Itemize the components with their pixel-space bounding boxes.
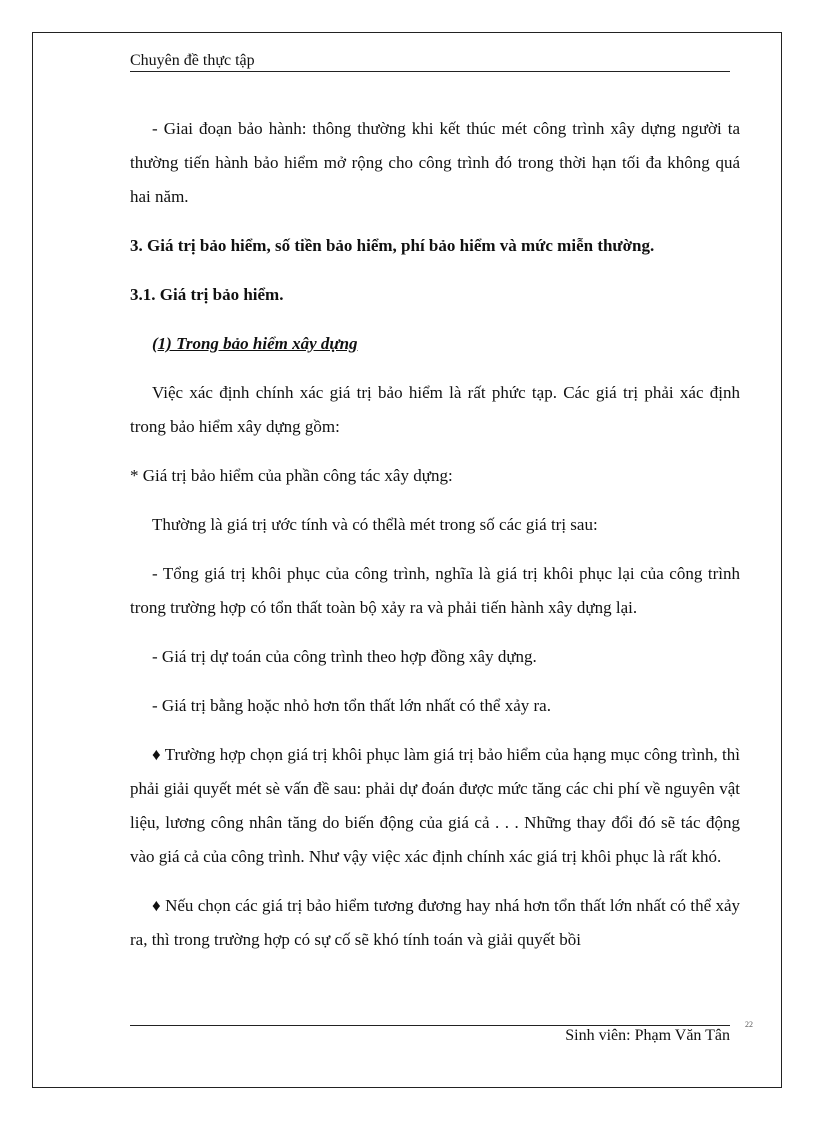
paragraph-equivalent-choice: ♦ Nếu chọn các giá trị bảo hiểm tương đương hay nhá hơn tổn thất lớn nhất có thể xảy ra, thì trong trường hợp có sự cố sẽ khó tính toán và giải quyết bồi	[130, 896, 740, 949]
paragraph-estimated-value: Thường là giá trị ước tính và có thểlà mét trong số các giá trị sau:	[152, 515, 598, 534]
header-rule	[130, 71, 730, 72]
footer-rule	[130, 1025, 730, 1026]
paragraph-estimate-value: - Giá trị dự toán của công trình theo hợp đồng xây dựng.	[152, 647, 537, 666]
document-body	[130, 112, 740, 957]
paragraph-restoration-choice: ♦ Trường hợp chọn giá trị khôi phục làm giá trị bảo hiểm của hạng mục công trình, thì phải giải quyết mét sè vấn đề sau: phải dự đoán được mức tăng các chi phí về nguyên vật liệu, lương công nhân tăng do biến động của giá cả . . . Những thay đổi đó sẽ tác động vào giá cả của công trình. Như vậy việc xác định chính xác giá trị khôi phục là rất khó.	[130, 745, 740, 866]
paragraph-max-loss-value: - Giá trị bằng hoặc nhỏ hơn tổn thất lớn nhất có thể xảy ra.	[152, 696, 551, 715]
paragraph-warranty-period: - Giai đoạn bảo hành: thông thường khi kết thúc mét công trình xây dựng người ta thường tiến hành bảo hiểm mở rộng cho công trình đó trong thời hạn tối đa không quá hai năm.	[130, 119, 740, 206]
header-title: Chuyên đề thực tập	[130, 52, 255, 69]
subheading-construction-insurance: (1) Trong bảo hiểm xây dựng	[152, 334, 358, 353]
subheading-wrapper	[130, 327, 740, 361]
footer-author: Sinh viên: Phạm Văn Tân	[565, 1027, 730, 1044]
section-heading-3-1: 3.1. Giá trị bảo hiểm.	[130, 285, 284, 304]
paragraph-insured-value-intro: Việc xác định chính xác giá trị bảo hiểm là rất phức tạp. Các giá trị phải xác định trong bảo hiểm xây dựng gồm:	[130, 383, 740, 436]
paragraph-restoration-value: - Tổng giá trị khôi phục của công trình, nghĩa là giá trị khôi phục lại của công trình trong trường hợp có tổn thất toàn bộ xảy ra và phải tiến hành xây dựng lại.	[130, 564, 740, 617]
paragraph-construction-work-value: * Giá trị bảo hiểm của phần công tác xây dựng:	[130, 466, 453, 485]
page-number: 22	[745, 1020, 753, 1029]
section-heading-3: 3. Giá trị bảo hiểm, số tiền bảo hiểm, phí bảo hiểm và mức miễn thường.	[130, 236, 655, 255]
